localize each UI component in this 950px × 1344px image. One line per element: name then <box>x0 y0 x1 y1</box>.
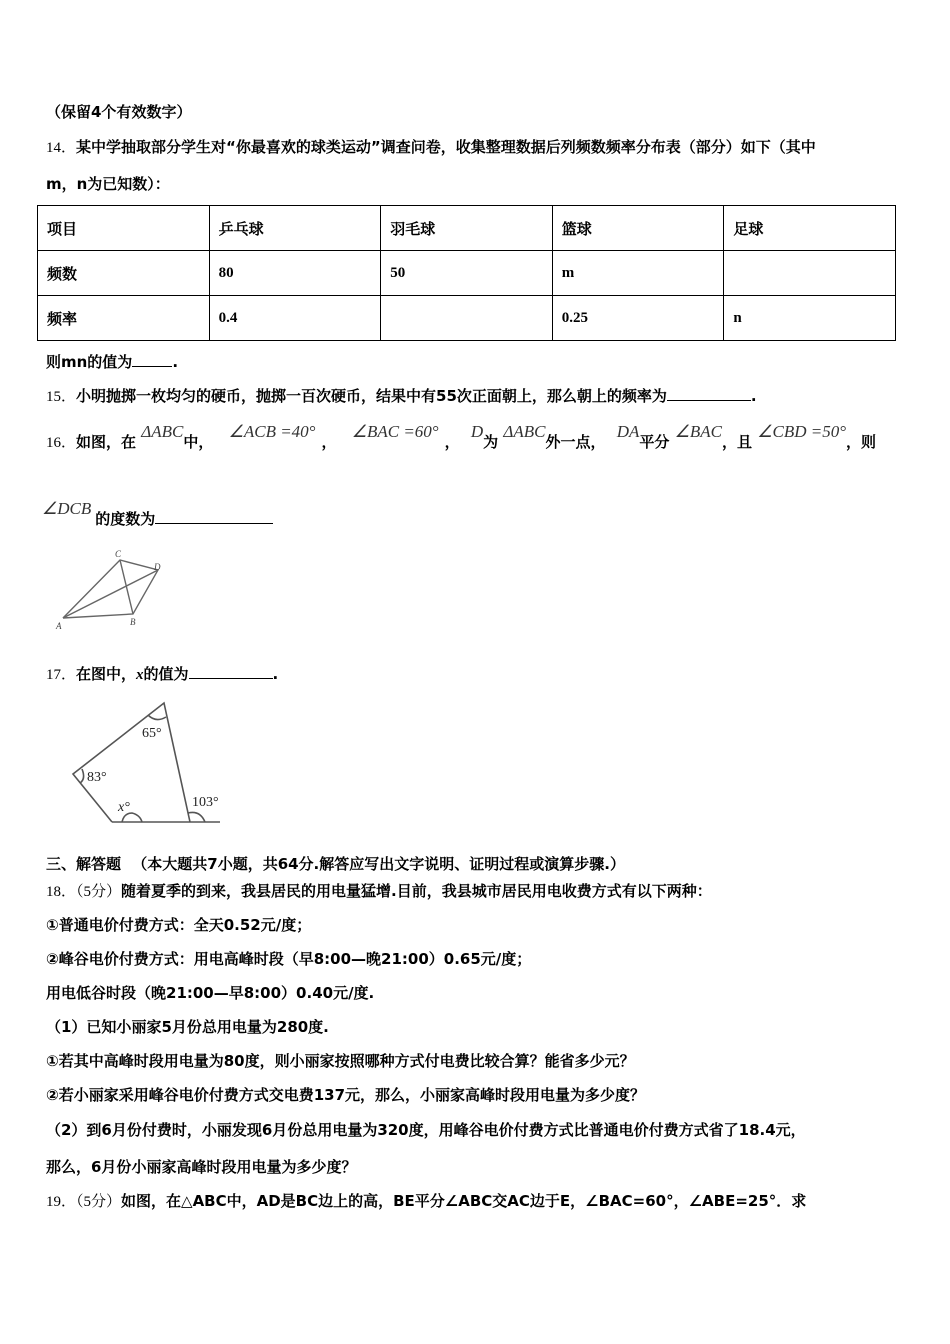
table-cell: 篮球 <box>552 206 724 251</box>
q18-part2: （2）到6月份付费时，小丽发现6月份总用电量为320度，用峰谷电价付费方式比普通电价付费方式省了18.4元， <box>46 1121 806 1139</box>
table-cell: 0.4 <box>209 296 381 341</box>
math-point-d: D <box>470 422 484 441</box>
table-cell: 羽毛球 <box>381 206 553 251</box>
math-triangle-abc: ΔABC <box>503 422 546 441</box>
q18-part1b: ②若小丽家采用峰谷电价付费方式交电费137元，那么，小丽家高峰时段用电量为多少度？ <box>46 1086 646 1104</box>
q15-number: 15． <box>46 389 77 405</box>
q16-text: 的度数为 <box>95 510 156 528</box>
q18-part1: （1）已知小丽家5月份总用电量为280度. <box>46 1018 329 1036</box>
q14-text-line2: m，n为已知数）： <box>46 175 170 193</box>
q17-text: 在图中， <box>76 665 137 683</box>
q14-text-line1: 某中学抽取部分学生对“你最喜欢的球类运动”调查问卷，收集整理数据后列频数频率分布表（部分）如下（其中 <box>76 138 816 156</box>
table-cell <box>724 251 896 296</box>
section-title: 三、解答题 <box>46 855 122 873</box>
math-angle-bac: ∠BAC =60° <box>351 422 439 441</box>
label-83: 83° <box>87 770 107 785</box>
section-description: （本大题共7小题，共64分.解答应写出文字说明、证明过程或演算步骤.） <box>132 855 625 873</box>
math-angle-acb: ∠ACB =40° <box>228 422 316 441</box>
table-cell <box>381 296 553 341</box>
q16-text: 中， <box>183 433 214 451</box>
label-x: x° <box>118 800 130 815</box>
q16-quadrilateral-figure <box>50 548 170 633</box>
answer-blank[interactable] <box>189 664 273 679</box>
table-row <box>38 296 896 341</box>
table-cell: 足球 <box>724 206 896 251</box>
math-var-x: x <box>136 667 144 683</box>
q16-line1 <box>46 422 877 453</box>
label-103: 103° <box>192 795 219 810</box>
table-header-row <box>38 206 896 251</box>
prev-question-note: （保留4个有效数字） <box>46 103 192 121</box>
q17-text: 的值为 <box>143 665 189 683</box>
table-cell: 50 <box>381 251 553 296</box>
q19-score: （5分） <box>76 1194 122 1210</box>
q18-part2b: 那么，6月份小丽家高峰时段用电量为多少度？ <box>46 1158 357 1176</box>
label-b: B <box>130 617 136 627</box>
answer-blank[interactable] <box>132 352 172 367</box>
table-cell: 0.25 <box>552 296 724 341</box>
q14-number: 14． <box>46 140 77 156</box>
q18-number: 18． <box>46 884 77 900</box>
answer-blank[interactable] <box>155 509 273 524</box>
section-3-header <box>46 854 625 874</box>
q16-text: ，且 <box>722 433 753 451</box>
q14-question <box>46 352 178 372</box>
q16-text: 如图，在 <box>76 433 137 451</box>
q18-option1: ①普通电价付费方式：全天0.52元/度； <box>46 916 312 934</box>
table-cell: n <box>724 296 896 341</box>
label-65: 65° <box>142 726 162 741</box>
period: . <box>172 353 179 371</box>
table-cell: m <box>552 251 724 296</box>
frequency-table <box>37 205 896 341</box>
label-c: C <box>115 549 122 559</box>
q19-text: 如图，在△ABC中，AD是BC边上的高，BE平分∠ABC交AC边于E，∠BAC=60°，∠ABE=25°．求 <box>121 1192 807 1210</box>
q14-line1 <box>46 137 816 158</box>
q17-quadrilateral-figure <box>60 695 240 830</box>
q16-text: 为 <box>483 433 499 451</box>
period: . <box>750 387 757 405</box>
q18-option2-lowvalley: 用电低谷时段（晚21:00—早8:00）0.40元/度. <box>46 984 375 1002</box>
q17-line <box>46 664 278 685</box>
q16-text: 外一点， <box>545 433 606 451</box>
q16-number: 16． <box>46 435 77 451</box>
q15-text: 小明抛掷一枚均匀的硬币，抛掷一百次硬币，结果中有55次正面朝上，那么朝上的频率为 <box>76 387 667 405</box>
q18-text: 随着夏季的到来，我县居民的用电量猛增.目前，我县城市居民用电收费方式有以下两种： <box>121 882 712 900</box>
answer-blank[interactable] <box>667 386 751 401</box>
math-angle-cbd: ∠CBD =50° <box>757 422 847 441</box>
q15-line <box>46 386 757 407</box>
label-d: D <box>154 562 161 572</box>
math-segment-da: DA <box>616 422 640 441</box>
q18-part1a: ①若其中高峰时段用电量为80度，则小丽家按照哪种方式付电费比较合算？能省多少元？ <box>46 1052 635 1070</box>
q16-text: 平分 <box>639 433 670 451</box>
q16-text: ，则 <box>846 433 877 451</box>
table-cell: 频率 <box>38 296 210 341</box>
q19-line <box>46 1191 806 1212</box>
q19-number: 19． <box>46 1194 77 1210</box>
table-cell: 乒乓球 <box>209 206 381 251</box>
math-triangle-abc: ΔABC <box>141 422 184 441</box>
math-angle-bac: ∠BAC <box>674 422 723 441</box>
math-angle-dcb: ∠DCB <box>42 499 92 518</box>
q18-option2: ②峰谷电价付费方式：用电高峰时段（早8:00—晚21:00）0.65元/度； <box>46 950 532 968</box>
table-cell: 频数 <box>38 251 210 296</box>
q16-text: ， <box>321 433 337 451</box>
label-a: A <box>56 621 62 631</box>
q17-number: 17． <box>46 667 77 683</box>
q16-text: ， <box>444 433 460 451</box>
q16-line2 <box>42 499 273 529</box>
q18-intro <box>46 881 712 902</box>
period: . <box>272 665 279 683</box>
q14-question-text: 则mn的值为 <box>46 353 133 371</box>
table-cell: 项目 <box>38 206 210 251</box>
table-cell: 80 <box>209 251 381 296</box>
q18-score: （5分） <box>76 884 122 900</box>
table-row <box>38 251 896 296</box>
